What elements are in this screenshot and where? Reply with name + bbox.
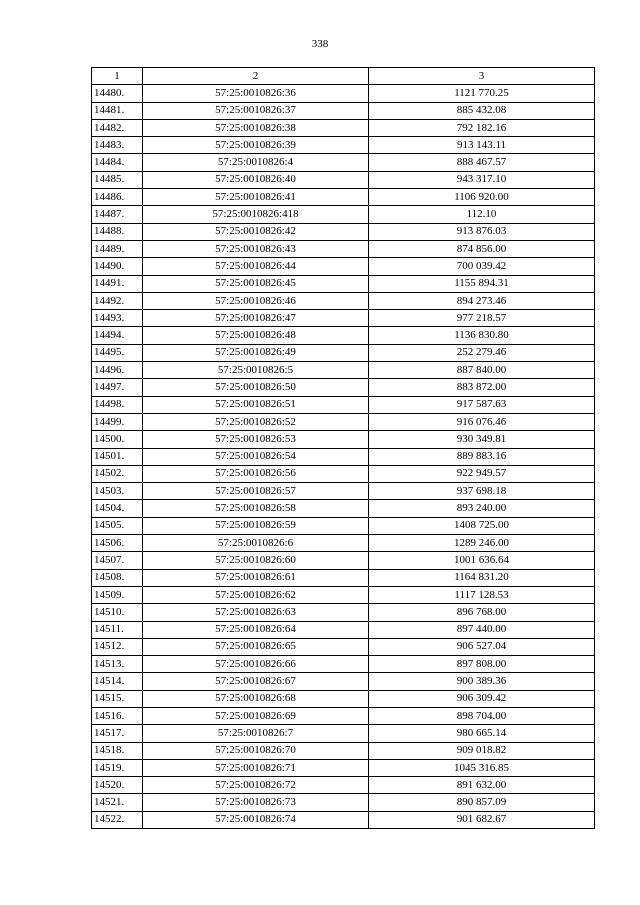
cadastral-number: 57:25:0010826:56 xyxy=(143,465,369,482)
row-number: 14509. xyxy=(92,586,143,603)
table-row xyxy=(92,310,595,327)
table-row xyxy=(92,604,595,621)
row-number: 14482. xyxy=(92,119,143,136)
table-row xyxy=(92,656,595,673)
table-row xyxy=(92,240,595,257)
data-table xyxy=(91,67,595,829)
table-row xyxy=(92,673,595,690)
row-number: 14491. xyxy=(92,275,143,292)
cadastral-value: 1408 725.00 xyxy=(369,517,595,534)
row-number: 14512. xyxy=(92,638,143,655)
table-row xyxy=(92,794,595,811)
row-number: 14488. xyxy=(92,223,143,240)
table-row xyxy=(92,275,595,292)
cadastral-number: 57:25:0010826:70 xyxy=(143,742,369,759)
cadastral-number: 57:25:0010826:46 xyxy=(143,292,369,309)
table-row xyxy=(92,362,595,379)
cadastral-value: 1136 830.80 xyxy=(369,327,595,344)
cadastral-number: 57:25:0010826:37 xyxy=(143,102,369,119)
cadastral-value: 917 587.63 xyxy=(369,396,595,413)
cadastral-value: 1289 246.00 xyxy=(369,535,595,552)
cadastral-value: 906 527.04 xyxy=(369,638,595,655)
cadastral-value: 1001 636.64 xyxy=(369,552,595,569)
row-number: 14481. xyxy=(92,102,143,119)
table-row xyxy=(92,621,595,638)
cadastral-number: 57:25:0010826:418 xyxy=(143,206,369,223)
cadastral-value: 1117 128.53 xyxy=(369,586,595,603)
table-row xyxy=(92,206,595,223)
cadastral-number: 57:25:0010826:36 xyxy=(143,85,369,102)
cadastral-number: 57:25:0010826:60 xyxy=(143,552,369,569)
table-row xyxy=(92,171,595,188)
table-body xyxy=(92,85,595,829)
table-row xyxy=(92,742,595,759)
row-number: 14510. xyxy=(92,604,143,621)
cadastral-value: 897 440.00 xyxy=(369,621,595,638)
cadastral-number: 57:25:0010826:59 xyxy=(143,517,369,534)
row-number: 14521. xyxy=(92,794,143,811)
cadastral-number: 57:25:0010826:4 xyxy=(143,154,369,171)
cadastral-value: 894 273.46 xyxy=(369,292,595,309)
cadastral-value: 887 840.00 xyxy=(369,362,595,379)
table-row xyxy=(92,586,595,603)
table-row xyxy=(92,137,595,154)
cadastral-number: 57:25:0010826:41 xyxy=(143,189,369,206)
cadastral-value: 922 949.57 xyxy=(369,465,595,482)
cadastral-value: 1155 894.31 xyxy=(369,275,595,292)
cadastral-number: 57:25:0010826:45 xyxy=(143,275,369,292)
row-number: 14504. xyxy=(92,500,143,517)
cadastral-number: 57:25:0010826:57 xyxy=(143,483,369,500)
cadastral-value: 883 872.00 xyxy=(369,379,595,396)
table-row xyxy=(92,517,595,534)
cadastral-number: 57:25:0010826:7 xyxy=(143,725,369,742)
cadastral-value: 112.10 xyxy=(369,206,595,223)
table-row xyxy=(92,396,595,413)
cadastral-value: 898 704.00 xyxy=(369,707,595,724)
table-row xyxy=(92,707,595,724)
row-number: 14503. xyxy=(92,483,143,500)
row-number: 14497. xyxy=(92,379,143,396)
cadastral-value: 1106 920.00 xyxy=(369,189,595,206)
table-row xyxy=(92,465,595,482)
table-row xyxy=(92,638,595,655)
table-row xyxy=(92,569,595,586)
table-row xyxy=(92,552,595,569)
row-number: 14516. xyxy=(92,707,143,724)
cadastral-number: 57:25:0010826:5 xyxy=(143,362,369,379)
cadastral-value: 913 143.11 xyxy=(369,137,595,154)
table-row xyxy=(92,189,595,206)
cadastral-value: 913 876.03 xyxy=(369,223,595,240)
table-row xyxy=(92,448,595,465)
cadastral-number: 57:25:0010826:40 xyxy=(143,171,369,188)
cadastral-value: 980 665.14 xyxy=(369,725,595,742)
cadastral-number: 57:25:0010826:74 xyxy=(143,811,369,828)
table-row xyxy=(92,500,595,517)
row-number: 14483. xyxy=(92,137,143,154)
cadastral-number: 57:25:0010826:71 xyxy=(143,759,369,776)
cadastral-number: 57:25:0010826:73 xyxy=(143,794,369,811)
cadastral-value: 977 218.57 xyxy=(369,310,595,327)
row-number: 14511. xyxy=(92,621,143,638)
row-number: 14480. xyxy=(92,85,143,102)
cadastral-number: 57:25:0010826:47 xyxy=(143,310,369,327)
cadastral-number: 57:25:0010826:53 xyxy=(143,431,369,448)
cadastral-number: 57:25:0010826:61 xyxy=(143,569,369,586)
table-row xyxy=(92,725,595,742)
table-row xyxy=(92,344,595,361)
row-number: 14507. xyxy=(92,552,143,569)
cadastral-value: 893 240.00 xyxy=(369,500,595,517)
cadastral-value: 916 076.46 xyxy=(369,413,595,430)
row-number: 14484. xyxy=(92,154,143,171)
row-number: 14490. xyxy=(92,258,143,275)
header-row xyxy=(92,68,595,85)
cadastral-number: 57:25:0010826:43 xyxy=(143,240,369,257)
page-number: 338 xyxy=(311,38,329,50)
table-row xyxy=(92,535,595,552)
table-row xyxy=(92,777,595,794)
cadastral-value: 897 808.00 xyxy=(369,656,595,673)
cadastral-number: 57:25:0010826:68 xyxy=(143,690,369,707)
table-row xyxy=(92,102,595,119)
cadastral-number: 57:25:0010826:72 xyxy=(143,777,369,794)
cadastral-value: 930 349.81 xyxy=(369,431,595,448)
cadastral-value: 1164 831.20 xyxy=(369,569,595,586)
table-row xyxy=(92,119,595,136)
row-number: 14496. xyxy=(92,362,143,379)
table-row xyxy=(92,258,595,275)
cadastral-value: 1121 770.25 xyxy=(369,85,595,102)
row-number: 14487. xyxy=(92,206,143,223)
row-number: 14518. xyxy=(92,742,143,759)
cadastral-number: 57:25:0010826:48 xyxy=(143,327,369,344)
row-number: 14522. xyxy=(92,811,143,828)
row-number: 14514. xyxy=(92,673,143,690)
cadastral-value: 252 279.46 xyxy=(369,344,595,361)
cadastral-value: 885 432.08 xyxy=(369,102,595,119)
table-row xyxy=(92,690,595,707)
row-number: 14486. xyxy=(92,189,143,206)
row-number: 14489. xyxy=(92,240,143,257)
cadastral-number: 57:25:0010826:42 xyxy=(143,223,369,240)
table-row xyxy=(92,483,595,500)
header-col-3: 3 xyxy=(369,68,595,85)
cadastral-value: 900 389.36 xyxy=(369,673,595,690)
cadastral-number: 57:25:0010826:62 xyxy=(143,586,369,603)
cadastral-value: 901 682.67 xyxy=(369,811,595,828)
header-col-2: 2 xyxy=(143,68,369,85)
table-row xyxy=(92,154,595,171)
table-row xyxy=(92,292,595,309)
header-col-1: 1 xyxy=(92,68,143,85)
cadastral-value: 890 857.09 xyxy=(369,794,595,811)
table-row xyxy=(92,811,595,828)
table-row xyxy=(92,413,595,430)
row-number: 14505. xyxy=(92,517,143,534)
row-number: 14500. xyxy=(92,431,143,448)
row-number: 14513. xyxy=(92,656,143,673)
row-number: 14499. xyxy=(92,413,143,430)
cadastral-number: 57:25:0010826:63 xyxy=(143,604,369,621)
cadastral-value: 874 856.00 xyxy=(369,240,595,257)
cadastral-number: 57:25:0010826:64 xyxy=(143,621,369,638)
row-number: 14506. xyxy=(92,535,143,552)
cadastral-number: 57:25:0010826:49 xyxy=(143,344,369,361)
cadastral-number: 57:25:0010826:67 xyxy=(143,673,369,690)
table-row xyxy=(92,431,595,448)
row-number: 14520. xyxy=(92,777,143,794)
cadastral-number: 57:25:0010826:65 xyxy=(143,638,369,655)
cadastral-number: 57:25:0010826:50 xyxy=(143,379,369,396)
cadastral-value: 1045 316.85 xyxy=(369,759,595,776)
cadastral-number: 57:25:0010826:52 xyxy=(143,413,369,430)
row-number: 14519. xyxy=(92,759,143,776)
cadastral-value: 909 018.82 xyxy=(369,742,595,759)
cadastral-number: 57:25:0010826:58 xyxy=(143,500,369,517)
cadastral-number: 57:25:0010826:66 xyxy=(143,656,369,673)
cadastral-number: 57:25:0010826:6 xyxy=(143,535,369,552)
cadastral-value: 937 698.18 xyxy=(369,483,595,500)
cadastral-value: 943 317.10 xyxy=(369,171,595,188)
row-number: 14502. xyxy=(92,465,143,482)
table-row xyxy=(92,85,595,102)
cadastral-number: 57:25:0010826:44 xyxy=(143,258,369,275)
row-number: 14501. xyxy=(92,448,143,465)
cadastral-number: 57:25:0010826:69 xyxy=(143,707,369,724)
table-row xyxy=(92,327,595,344)
cadastral-number: 57:25:0010826:38 xyxy=(143,119,369,136)
row-number: 14494. xyxy=(92,327,143,344)
cadastral-number: 57:25:0010826:39 xyxy=(143,137,369,154)
table-row xyxy=(92,759,595,776)
row-number: 14517. xyxy=(92,725,143,742)
row-number: 14495. xyxy=(92,344,143,361)
cadastral-number: 57:25:0010826:54 xyxy=(143,448,369,465)
cadastral-value: 896 768.00 xyxy=(369,604,595,621)
cadastral-value: 792 182.16 xyxy=(369,119,595,136)
table-row xyxy=(92,379,595,396)
row-number: 14498. xyxy=(92,396,143,413)
table-row xyxy=(92,223,595,240)
row-number: 14492. xyxy=(92,292,143,309)
row-number: 14508. xyxy=(92,569,143,586)
row-number: 14485. xyxy=(92,171,143,188)
cadastral-value: 888 467.57 xyxy=(369,154,595,171)
cadastral-number: 57:25:0010826:51 xyxy=(143,396,369,413)
cadastral-value: 906 309.42 xyxy=(369,690,595,707)
cadastral-value: 889 883.16 xyxy=(369,448,595,465)
cadastral-value: 700 039.42 xyxy=(369,258,595,275)
row-number: 14515. xyxy=(92,690,143,707)
row-number: 14493. xyxy=(92,310,143,327)
cadastral-value: 891 632.00 xyxy=(369,777,595,794)
